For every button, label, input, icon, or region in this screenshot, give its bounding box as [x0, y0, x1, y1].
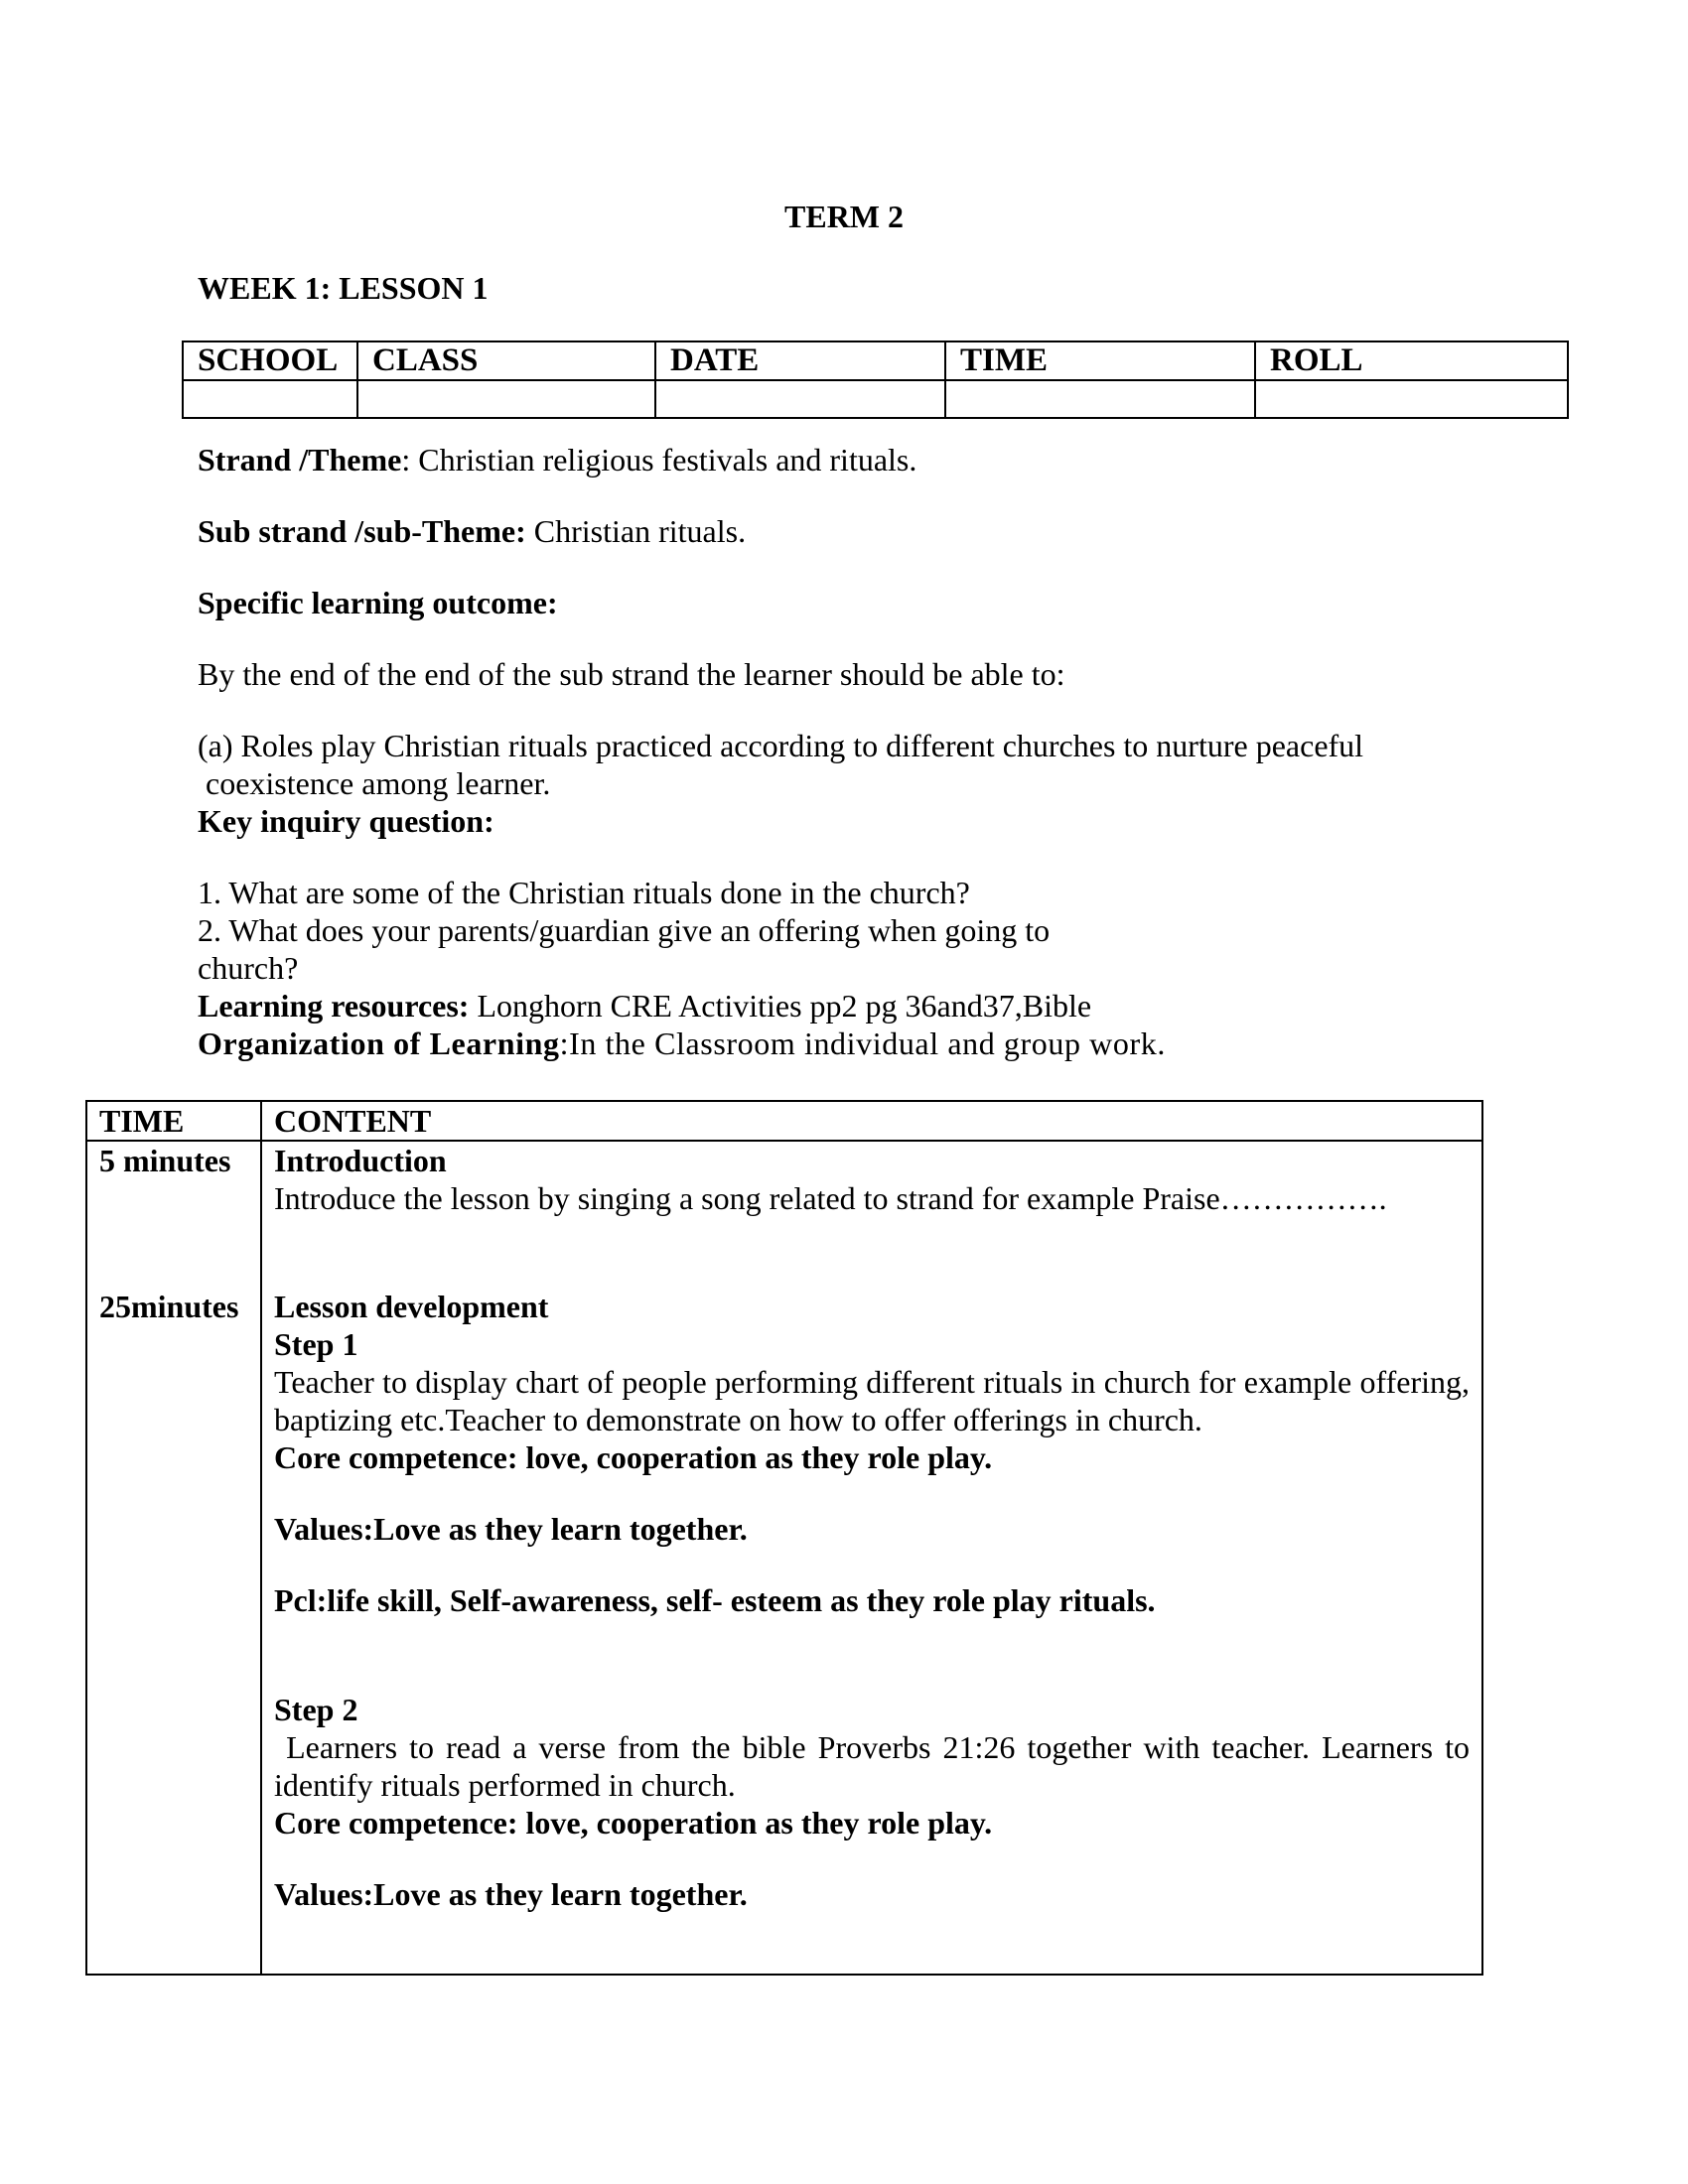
- organization-label: Organization of Learning: [198, 1025, 560, 1061]
- step2-values: Values:Love as they learn together.: [274, 1876, 748, 1912]
- meta-header-time: TIME: [945, 341, 1255, 380]
- meta-header-class: CLASS: [357, 341, 655, 380]
- step2-text: Learners to read a verse from the bible Proverbs 21:26 together with teacher. Learners to identify rituals performed in church.: [274, 1729, 1478, 1803]
- organization-line: [198, 1024, 1166, 1062]
- plan-header-content: CONTENT: [261, 1101, 1482, 1141]
- lesson-meta-table: [182, 341, 1569, 419]
- meta-header-school: SCHOOL: [183, 341, 357, 380]
- specific-outcome-intro: By the end of the end of the sub strand the learner should be able to:: [198, 656, 1065, 692]
- step1-label: Step 1: [274, 1326, 358, 1362]
- plan-row-time: 25minutes: [86, 1288, 261, 1975]
- meta-cell-time: [945, 380, 1255, 418]
- lesson-development-heading: Lesson development: [274, 1289, 549, 1324]
- outcome-item-a-line2: coexistence among learner.: [198, 765, 551, 801]
- meta-cell-class: [357, 380, 655, 418]
- meta-header-row: [183, 341, 1568, 380]
- plan-row-introduction: [86, 1141, 1482, 1288]
- plan-header-time: TIME: [86, 1101, 261, 1141]
- specific-outcome-heading: Specific learning outcome:: [198, 585, 558, 620]
- meta-empty-row: [183, 380, 1568, 418]
- plan-row-time: 5 minutes: [86, 1141, 261, 1288]
- key-inquiry-q2-line1: 2. What does your parents/guardian give an offering when going to: [198, 912, 1051, 948]
- meta-cell-school: [183, 380, 357, 418]
- strand-line: [198, 441, 916, 478]
- page-title: TERM 2: [784, 199, 904, 234]
- step1-pcl: Pcl:life skill, Self-awareness, self- esteem as they role play rituals.: [274, 1582, 1156, 1618]
- step2-core-competence: Core competence: love, cooperation as they role play.: [274, 1805, 993, 1841]
- introduction-heading: Introduction: [274, 1143, 447, 1178]
- plan-row-content: [261, 1288, 1482, 1975]
- sub-strand-line: [198, 512, 746, 550]
- learning-resources-label: Learning resources:: [198, 988, 470, 1024]
- meta-header-date: DATE: [655, 341, 945, 380]
- lesson-plan-table: [85, 1100, 1483, 1976]
- strand-label: Strand /Theme: [198, 442, 402, 478]
- learning-resources-line: [198, 987, 1091, 1024]
- learning-resources-value: Longhorn CRE Activities pp2 pg 36and37,Bible: [469, 988, 1092, 1024]
- step1-values: Values:Love as they learn together.: [274, 1511, 748, 1547]
- organization-value: :In the Classroom individual and group work.: [559, 1025, 1166, 1061]
- meta-header-roll: ROLL: [1255, 341, 1568, 380]
- step1-text: Teacher to display chart of people performing different rituals in church for example offering, baptizing etc.Teacher to demonstrate on how to offer offerings in church.: [274, 1364, 1470, 1437]
- meta-cell-roll: [1255, 380, 1568, 418]
- sub-strand-label: Sub strand /sub-Theme:: [198, 513, 526, 549]
- step1-core-competence: Core competence: love, cooperation as they role play.: [274, 1439, 993, 1475]
- week-lesson-heading: WEEK 1: LESSON 1: [198, 270, 489, 306]
- key-inquiry-q1: 1. What are some of the Christian rituals done in the church?: [198, 875, 970, 910]
- plan-row-content: [261, 1141, 1482, 1288]
- key-inquiry-heading: Key inquiry question:: [198, 803, 494, 839]
- plan-header-row: [86, 1101, 1482, 1141]
- outcome-item-a-line1: (a) Roles play Christian rituals practiced according to different churches to nurture peaceful: [198, 728, 1364, 763]
- plan-row-lesson-development: [86, 1288, 1482, 1975]
- strand-value: : Christian religious festivals and rituals.: [401, 442, 917, 478]
- sub-strand-value: Christian rituals.: [525, 513, 747, 549]
- meta-cell-date: [655, 380, 945, 418]
- introduction-text: Introduce the lesson by singing a song related to strand for example Praise…………….: [274, 1180, 1387, 1216]
- key-inquiry-q2-line2: church?: [198, 950, 299, 986]
- step2-label: Step 2: [274, 1692, 358, 1727]
